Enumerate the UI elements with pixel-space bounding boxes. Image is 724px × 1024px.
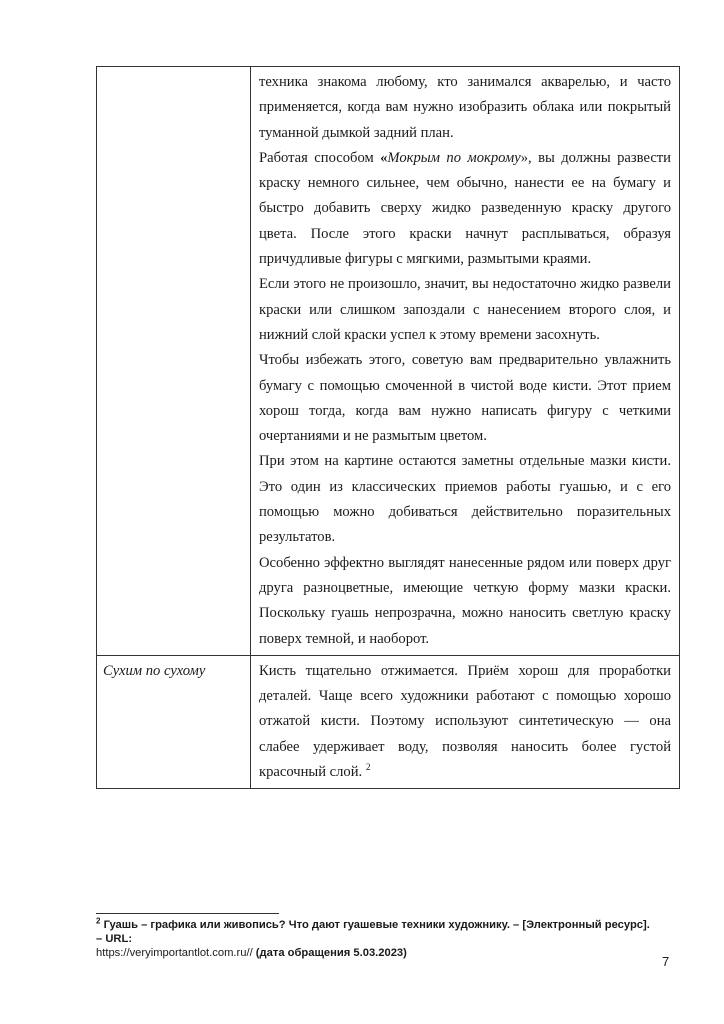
footnote-number: 2 bbox=[96, 916, 101, 926]
footnote-ref: 2 bbox=[365, 763, 371, 774]
quote-open: « bbox=[380, 149, 388, 166]
term-dry-on-dry: Сухим по сухому bbox=[103, 662, 206, 679]
footnote bbox=[96, 918, 656, 960]
wet-intro: Работая способом bbox=[259, 149, 381, 166]
description-cell-wet bbox=[251, 67, 680, 656]
term-cell-empty bbox=[97, 67, 251, 656]
paragraph-strokes: При этом на картине остаются заметны отдельные мазки кисти. Это один из классических приемов работы гуашью, и с его помощью можно добиваться действительно поразительных результатов. bbox=[259, 453, 671, 546]
table-row-dry bbox=[97, 655, 680, 788]
description-cell-dry bbox=[251, 655, 680, 788]
dry-text: Кисть тщательно отжимается. Приём хорош для проработки деталей. Чаще всего художники работают с помощью хорошо отжатой кисти. Поэтому используют синтетическую — она слабее удерживает воду, позволяя наносить более густой красочный слой. bbox=[259, 662, 671, 781]
wet-term: Мокрым по мокрому bbox=[387, 149, 521, 166]
footnote-text: Гуашь – графика или живопись? Что дают гуашевые техники художнику. – [Электронный ресурс]. – URL: bbox=[96, 919, 650, 945]
paragraph-continuation: техника знакома любому, кто занимался акварелью, и часто применяется, когда вам нужно изобразить облака или покрытый туманной дымкой задний план. bbox=[259, 74, 671, 141]
paragraph-dry bbox=[259, 659, 671, 785]
paragraph-advice: Чтобы избежать этого, советую вам предварительно увлажнить бумагу с помощью смоченной в чистой воде кисти. Этот прием хорош тогда, когда вам нужно написать фигуру с четкими очертаниями и не размытым цветом. bbox=[259, 352, 671, 445]
table-row-wet bbox=[97, 67, 680, 656]
term-cell-dry bbox=[97, 655, 251, 788]
paragraph-wet-on-wet bbox=[259, 146, 671, 272]
footnote-url: https://veryimportantlot.com.ru// bbox=[96, 947, 253, 959]
footnote-access-date: (дата обращения 5.03.2023) bbox=[255, 947, 407, 959]
paragraph-failure: Если этого не произошло, значит, вы недостаточно жидко развели краски или слишком запоздали с нанесением второго слоя, и нижний слой краски успел к этому времени засохнуть. bbox=[259, 276, 671, 343]
paragraph-effect: Особенно эффектно выглядят нанесенные рядом или поверх друг друга разноцветные, имеющие четкую форму мазки краски. Поскольку гуашь непрозрачна, можно наносить светлую краску поверх темной, и наоборот. bbox=[259, 554, 671, 647]
wet-rest: краску немного сильнее, чем обычно, нанести ее на бумагу и быстро добавить сверху жидко разведенную краску другого цвета. После этого краски начнут расплываться, образуя причудливые фигуры с мягкими, размытыми краями. bbox=[259, 175, 671, 268]
content-table bbox=[96, 66, 680, 789]
footnote-divider bbox=[96, 913, 279, 914]
wet-after: , вы должны развести bbox=[528, 149, 671, 166]
quote-close: » bbox=[520, 149, 528, 166]
page-number: 7 bbox=[662, 954, 670, 969]
